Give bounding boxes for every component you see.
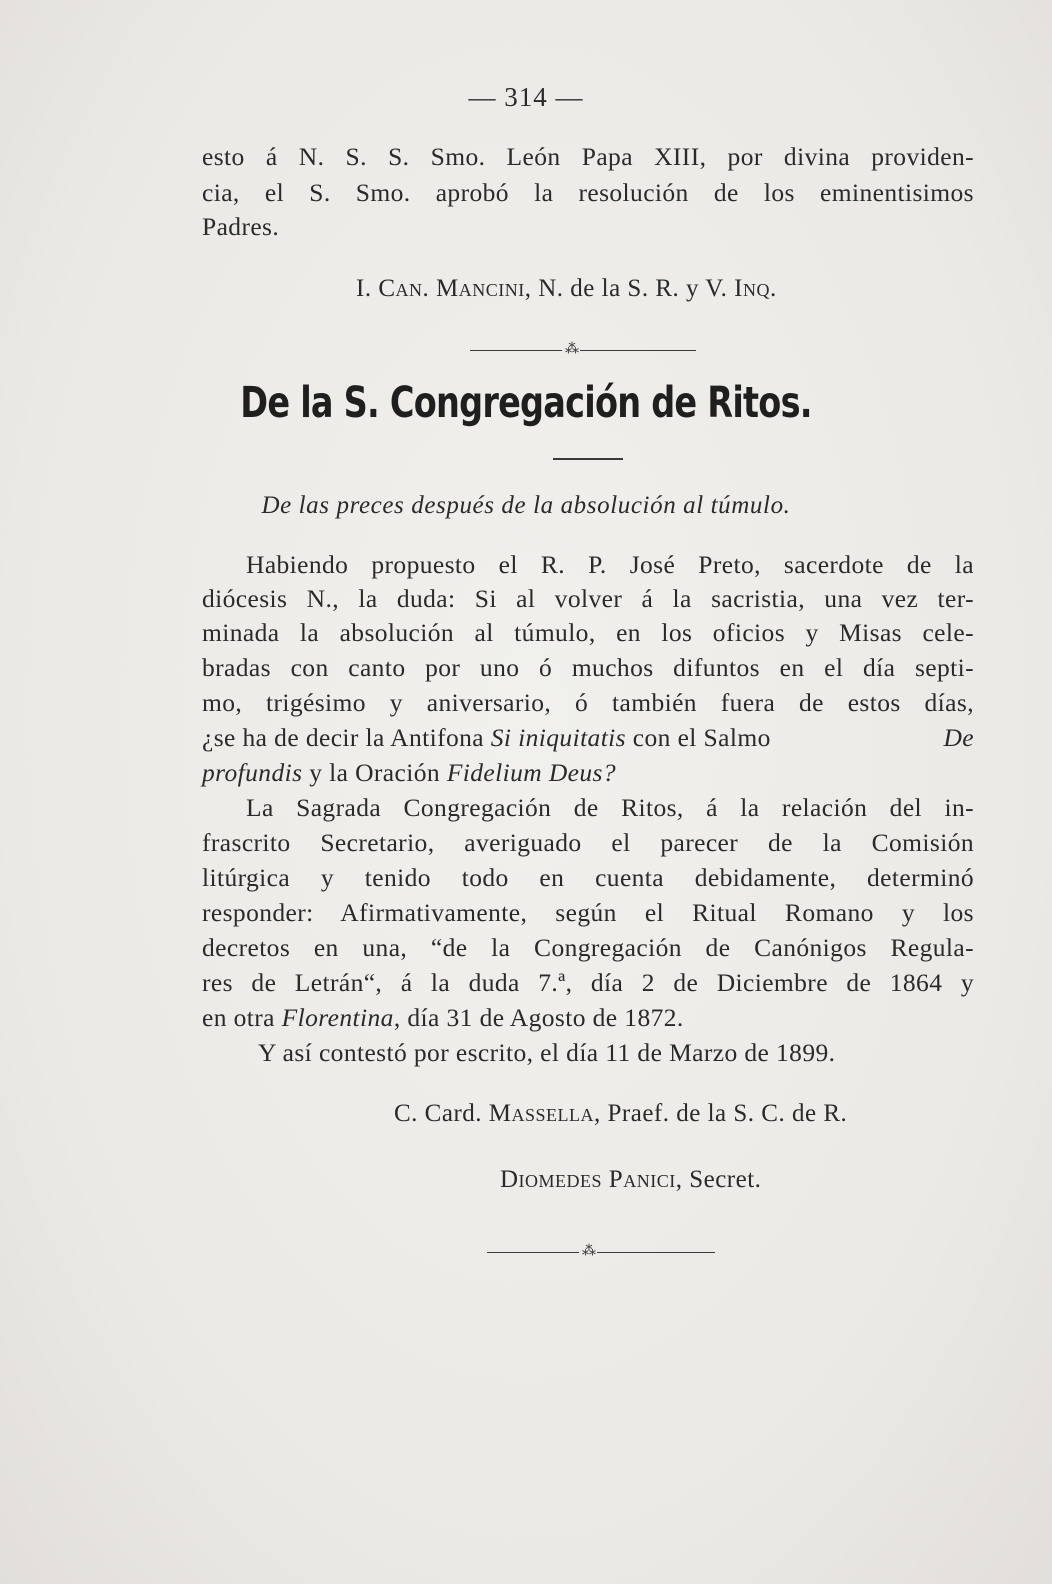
para1-line-4: bradas con canto por uno ó muchos difuntos en el día septi- [202, 653, 974, 682]
intro-line-2: cia, el S. Smo. aprobó la resolución de los eminentisimos [202, 178, 974, 207]
title-underline [553, 458, 623, 460]
para3-line: Y así contestó por escrito, el día 11 de Marzo de 1899. [258, 1038, 836, 1067]
para1-line-3: minada la absolución al túmulo, en los oficios y Misas cele- [202, 618, 974, 647]
signature-massella [394, 1100, 847, 1128]
para1-line-6-d: De [943, 723, 974, 752]
para1-line-2: diócesis N., la duda: Si al volver á la sacristia, una vez ter- [202, 584, 974, 613]
para2-line-3: litúrgica y tenido todo en cuenta debidamente, determinó [202, 863, 974, 892]
intro-line-1: esto á N. S. S. Smo. León Papa XIII, por divina providen- [202, 142, 974, 171]
para2-line-7-a: en otra [202, 1003, 282, 1032]
ornamental-divider-bottom [487, 1244, 715, 1259]
signature-panici-name: Diomedes Panici [500, 1166, 676, 1193]
section-subtitle: De las preces después de la absolución al túmulo. [261, 492, 791, 519]
para1-line-6 [202, 721, 974, 755]
para1-line-7-a: profundis [202, 758, 303, 787]
page-number: — 314 — [468, 82, 584, 112]
signature-mancini-inq: Inq. [734, 275, 777, 302]
para2-line-2: frascrito Secretario, averiguado el parecer de la Comisión [202, 828, 974, 857]
signature-massella-prefix: C. Card. [394, 1100, 489, 1127]
ornament-glyph: ⁂ [562, 341, 580, 358]
para1-line-7-c: Fidelium Deus? [446, 758, 617, 787]
signature-massella-suffix: , Praef. de la S. C. de R. [594, 1100, 848, 1127]
para1-line-6-a: ¿se ha de decir la Antifona [202, 723, 491, 752]
signature-massella-name: Massella [488, 1100, 595, 1127]
intro-line-3: Padres. [202, 212, 280, 241]
ornamental-divider-top [470, 342, 696, 357]
para2-line-7 [202, 1001, 974, 1035]
para2-line-1: La Sagrada Congregación de Ritos, á la relación del in- [246, 793, 974, 822]
para2-line-7-b: Florentina [281, 1003, 394, 1032]
para1-line-6-b: Si iniquitatis [490, 723, 626, 752]
para1-line-1: Habiendo propuesto el R. P. José Preto, sacerdote de la [246, 550, 974, 579]
ornament-glyph-bottom: ⁂ [579, 1243, 597, 1260]
para1-line-6-c: con el Salmo [626, 723, 771, 752]
para2-line-4: responder: Afirmativamente, según el Ritual Romano y los [202, 898, 974, 927]
para1-line-7 [202, 756, 974, 790]
signature-mancini-name: Can. Mancini [378, 275, 525, 302]
para2-line-7-c: , día 31 de Agosto de 1872. [393, 1003, 684, 1032]
section-title: De la S. Congregación de Ritos. [240, 378, 812, 428]
para2-line-5: decretos en una, “de la Congregación de Canónigos Regula- [202, 933, 974, 962]
para2-line-6: res de Letrán“, á la duda 7.ª, día 2 de Diciembre de 1864 y [202, 968, 974, 997]
signature-panici-suffix: , Secret. [675, 1166, 762, 1193]
signature-mancini-suffix: , N. de la S. R. y V. [524, 275, 735, 302]
para1-line-5: mo, trigésimo y aniversario, ó también fuera de estos días, [202, 688, 974, 717]
signature-panici [500, 1166, 761, 1194]
para1-line-7-b: y la Oración [302, 758, 447, 787]
signature-mancini-prefix: I. [356, 275, 379, 302]
signature-mancini [356, 275, 777, 303]
